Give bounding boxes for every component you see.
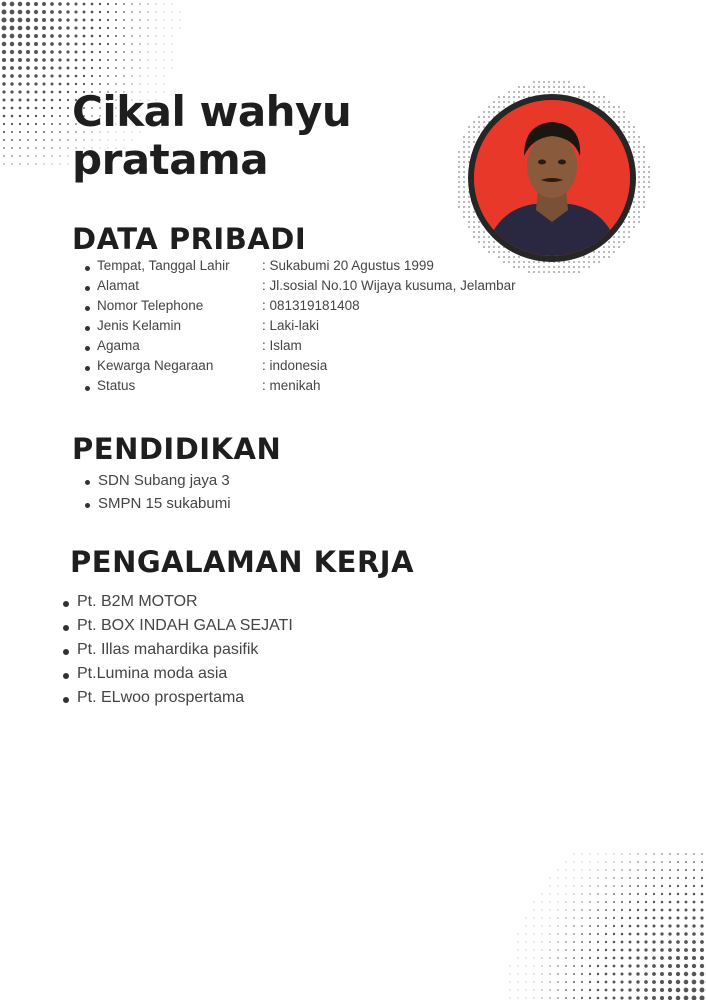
profile-photo-container — [462, 88, 642, 268]
list-item — [82, 318, 516, 338]
dot-pattern-decoration — [506, 850, 706, 1000]
work-experience-list — [60, 593, 293, 713]
person-name-line-1: Cikal wahyu — [72, 87, 352, 136]
list-item: SDN Subang jaya 3 — [82, 472, 231, 495]
list-item — [82, 378, 516, 398]
field-label: Tempat, Tanggal Lahir — [97, 258, 230, 273]
section-title-data-pribadi: DATA PRIBADI — [72, 222, 307, 256]
field-value: : indonesia — [262, 358, 328, 373]
section-title-pendidikan: PENDIDIKAN — [72, 432, 282, 466]
person-name — [72, 88, 452, 184]
list-item — [82, 338, 516, 358]
field-label: Status — [97, 378, 136, 393]
field-label: Nomor Telephone — [97, 298, 204, 313]
field-value: : menikah — [262, 378, 321, 393]
list-item — [82, 358, 516, 378]
list-item: Pt. ELwoo prospertama — [60, 689, 293, 713]
field-label: Alamat — [97, 278, 140, 293]
list-item — [82, 258, 516, 278]
list-item — [82, 278, 516, 298]
list-item: Pt. B2M MOTOR — [60, 593, 293, 617]
list-item: Pt. BOX INDAH GALA SEJATI — [60, 617, 293, 641]
field-value: : Jl.sosial No.10 Wijaya kusuma, Jelambar — [262, 278, 516, 293]
field-label: Jenis Kelamin — [97, 318, 182, 333]
personal-data-list — [82, 258, 516, 398]
person-portrait-icon — [474, 100, 630, 256]
list-item — [82, 298, 516, 318]
list-item: Pt.Lumina moda asia — [60, 665, 293, 689]
field-label: Kewarga Negaraan — [97, 358, 214, 373]
field-value: : Sukabumi 20 Agustus 1999 — [262, 258, 434, 273]
person-name-line-2: pratama — [72, 135, 269, 184]
profile-photo — [468, 94, 636, 262]
section-title-pengalaman-kerja: PENGALAMAN KERJA — [70, 545, 415, 579]
education-list — [82, 472, 231, 518]
field-label: Agama — [97, 338, 140, 353]
list-item: SMPN 15 sukabumi — [82, 495, 231, 518]
field-value: : Laki-laki — [262, 318, 320, 333]
field-value: : Islam — [262, 338, 302, 353]
list-item: Pt. Illas mahardika pasifik — [60, 641, 293, 665]
field-value: : 081319181408 — [262, 298, 360, 313]
